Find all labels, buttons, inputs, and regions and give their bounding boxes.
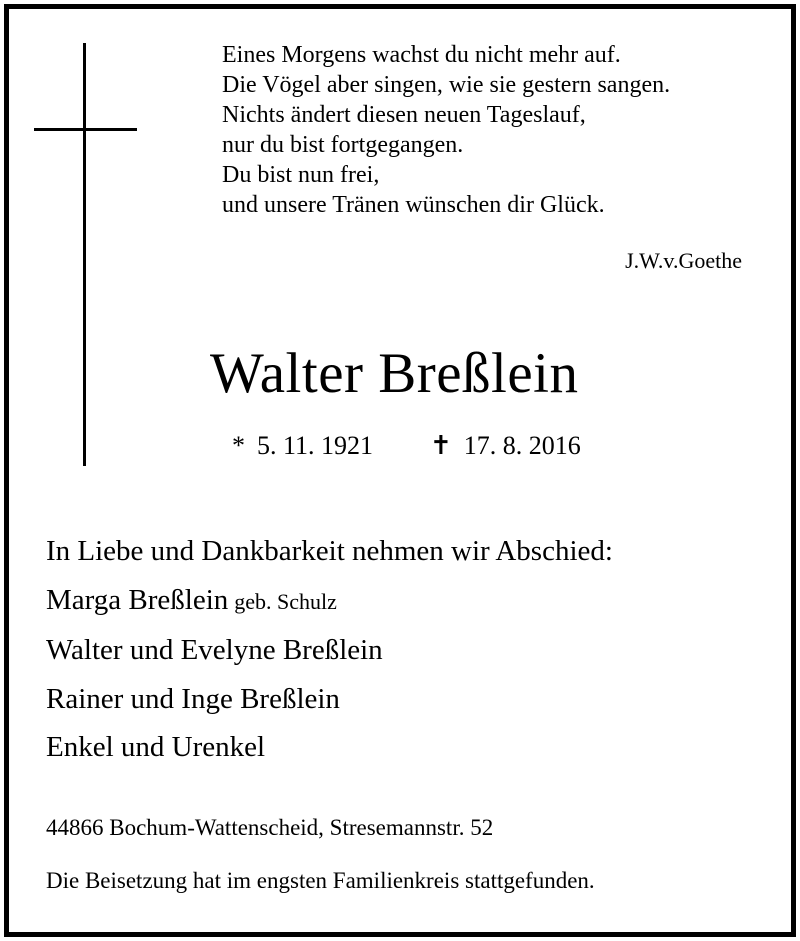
birth-star-icon: *	[232, 431, 245, 460]
poem-line: Nichts ändert diesen neuen Tageslauf,	[222, 102, 586, 128]
spouse-name: Marga Breßlein	[46, 583, 229, 616]
poem-line: und unsere Tränen wünschen dir Glück.	[222, 192, 605, 218]
poem-line: nur du bist fortgegangen.	[222, 132, 464, 158]
list-item	[46, 576, 613, 627]
poem-line: Die Vögel aber singen, wie sie gestern sangen.	[222, 72, 671, 98]
deceased-name: Walter Breßlein	[210, 342, 579, 405]
mourners-intro: In Liebe und Dankbarkeit nehmen wir Abschied:	[46, 535, 613, 567]
death-date-line	[430, 428, 581, 464]
list-item: Enkel und Urenkel	[46, 731, 266, 763]
burial-note: Die Beisetzung hat im engsten Familienkreis stattgefunden.	[46, 868, 595, 893]
death-cross-icon: ✝	[430, 431, 452, 460]
spouse-maiden-name: geb. Schulz	[234, 588, 337, 614]
mourners-list	[46, 527, 613, 772]
death-date: 17. 8. 2016	[463, 431, 581, 460]
poem-line: Du bist nun frei,	[222, 162, 380, 188]
poem	[222, 40, 670, 220]
poem-line: Eines Morgens wachst du nicht mehr auf.	[222, 42, 621, 68]
poem-author: J.W.v.Goethe	[625, 248, 742, 273]
cross-icon-horizontal-bar	[34, 128, 137, 131]
birth-date: 5. 11. 1921	[257, 431, 374, 460]
list-item: Rainer und Inge Breßlein	[46, 682, 340, 715]
list-item: Walter und Evelyne Breßlein	[46, 634, 383, 666]
cross-icon-vertical-bar	[83, 43, 86, 466]
address: 44866 Bochum-Wattenscheid, Stresemannstr. 52	[46, 815, 494, 840]
birth-date-line	[232, 428, 373, 464]
